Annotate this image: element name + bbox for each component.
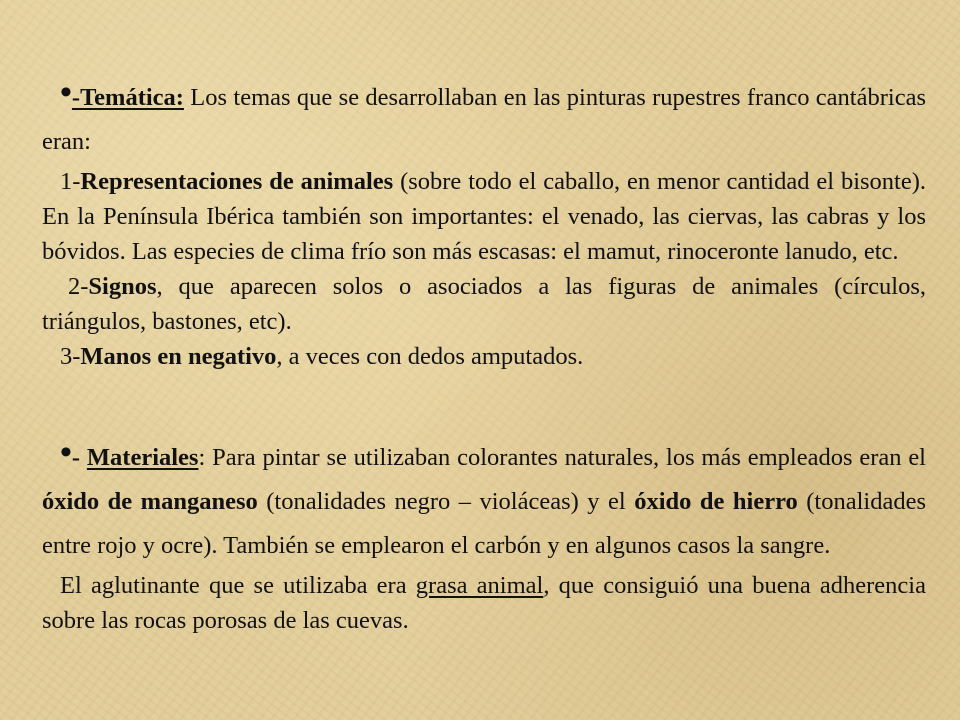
materiales-text: (tonalidades entre rojo y ocre). También se emplearon el carbón y en algunos casos la sangre. [42, 488, 926, 559]
oxido-hierro: óxido de hierro [634, 488, 798, 515]
aglutinante-paragraph [42, 568, 926, 638]
grasa-animal: grasa animal [415, 572, 544, 599]
item-title: Representaciones de animales [80, 168, 394, 195]
item-text: , a veces con dedos amputados. [276, 343, 584, 370]
bullet-icon: • [60, 74, 72, 111]
materiales-paragraph [42, 436, 926, 568]
item-manos [42, 339, 926, 374]
materiales-dash: - [71, 444, 87, 471]
tematica-intro: Los temas que se desarrollaban en las pinturas rupestres franco cantábricas eran: [42, 84, 926, 155]
oxido-manganeso: óxido de manganeso [42, 488, 258, 515]
materiales-colon: : [198, 444, 206, 471]
item-title: Manos en negativo [80, 343, 277, 370]
item-signos [42, 269, 926, 339]
materiales-heading: Materiales [86, 444, 199, 471]
materiales-text: Para pintar se utilizaban colorantes naturales, los más empleados eran el [205, 444, 926, 471]
materiales-section [42, 436, 926, 638]
tematica-paragraph [42, 76, 926, 164]
item-number: 1- [60, 168, 81, 195]
aglutinante-text: El aglutinante que se utilizaba era [60, 572, 416, 599]
item-title: Signos [88, 273, 157, 300]
item-text: , que aparecen solos o asociados a las figuras de animales (círculos, triángulos, bastones, etc). [42, 273, 926, 335]
tematica-section [42, 76, 926, 374]
item-number: 3- [60, 343, 81, 370]
item-text: (sobre todo el caballo, en menor cantidad el bisonte). En la Península Ibérica también son importantes: el venado, las ciervas, las cabras y los bóvidos. Las especies de clima frío son más escasas: el mamut, rinoceronte lanudo, etc. [42, 168, 927, 265]
tematica-heading: -Temática: [71, 84, 184, 111]
item-animales [42, 164, 926, 269]
item-number: 2- [68, 273, 89, 300]
bullet-icon: • [60, 434, 72, 471]
aglutinante-text: , que consiguió una buena adherencia sobre las rocas porosas de las cuevas. [42, 572, 926, 634]
materiales-text: (tonalidades negro – violáceas) y el [257, 488, 635, 515]
